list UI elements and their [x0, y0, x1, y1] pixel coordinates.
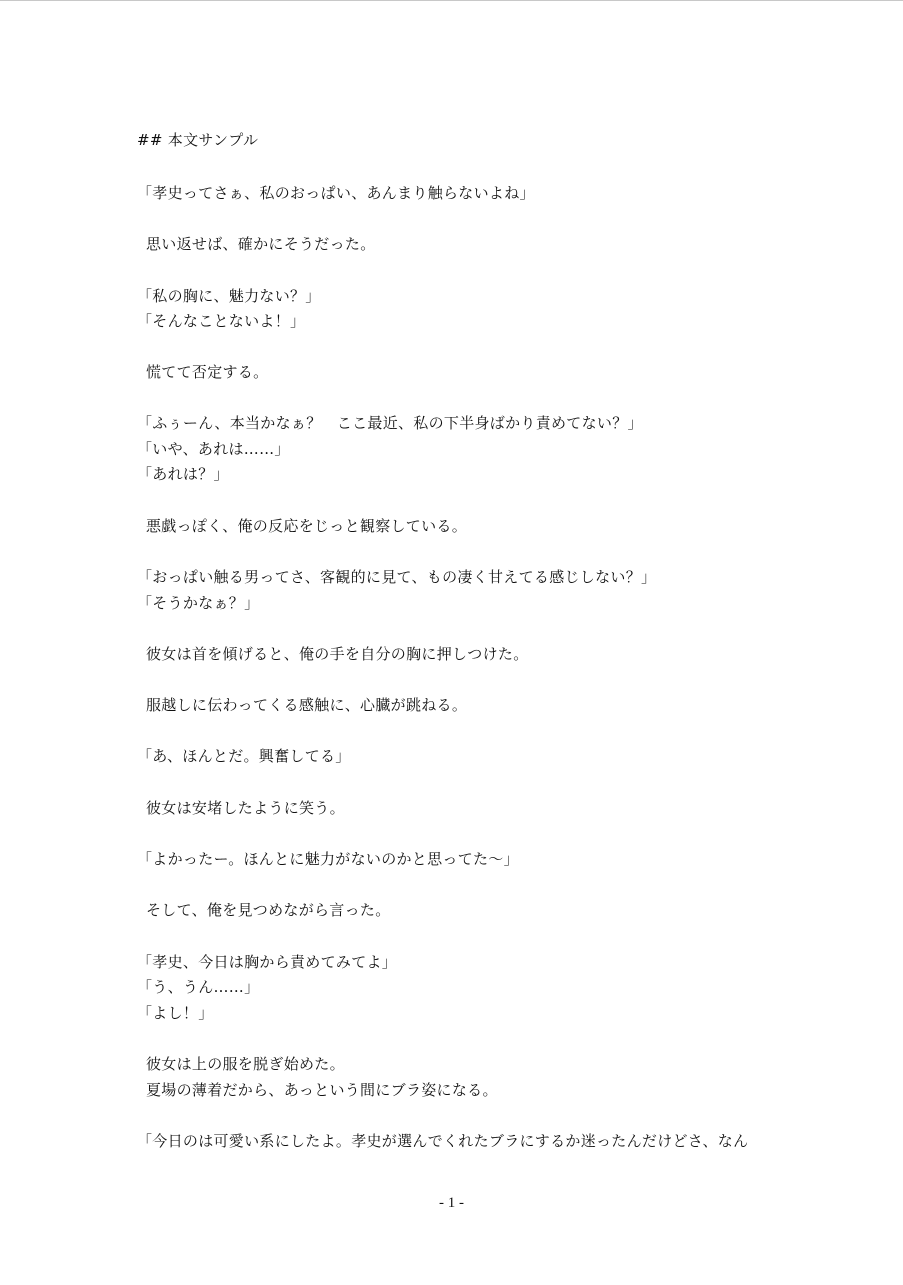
dialogue-line: 「そんなことないよ！」	[137, 312, 306, 330]
dialogue-line: 「孝史ってさぁ、私のおっぱい、あんまり触らないよね」	[137, 184, 535, 202]
narration-line: 思い返せば、確かにそうだった。	[146, 235, 376, 253]
narration-line: 服越しに伝わってくる感触に、心臓が跳ねる。	[146, 696, 468, 714]
narration-line: 彼女は上の服を脱ぎ始めた。	[146, 1055, 345, 1073]
page-number: - 1 -	[439, 1195, 464, 1211]
dialogue-line: 「よし！」	[137, 1004, 214, 1022]
narration-line: 彼女は安堵したように笑う。	[146, 799, 345, 817]
dialogue-line: 「あ、ほんとだ。興奮してる」	[137, 747, 351, 765]
narration-line: 夏場の薄着だから、あっという間にブラ姿になる。	[146, 1081, 498, 1099]
dialogue-line: 「私の胸に、魅力ない？」	[137, 287, 321, 305]
narration-line: そして、俺を見つめながら言った。	[146, 901, 391, 919]
narration-line: 彼女は首を傾げると、俺の手を自分の胸に押しつけた。	[146, 645, 529, 663]
dialogue-line: 「おっぱい触る男ってさ、客観的に見て、もの凄く甘えてる感じしない？」	[137, 568, 657, 586]
narration-line: 悪戯っぽく、俺の反応をじっと観察している。	[146, 517, 468, 535]
dialogue-line: 「そうかなぁ？」	[137, 594, 260, 612]
section-heading: ## 本文サンプル	[137, 131, 259, 149]
dialogue-line: 「今日のは可愛い系にしたよ。孝史が選んでくれたブラにするか迷ったんだけどさ、なん	[137, 1132, 749, 1150]
dialogue-line: 「孝史、今日は胸から責めてみてよ」	[137, 953, 398, 971]
dialogue-line: 「う、うん……」	[137, 978, 260, 996]
dialogue-line: 「あれは？」	[137, 465, 229, 483]
dialogue-line: 「ふぅーん、本当かなぁ？ ここ最近、私の下半身ばかり責めてない？」	[137, 414, 643, 432]
dialogue-line: 「いや、あれは……」	[137, 440, 290, 458]
dialogue-line: 「よかったー。ほんとに魅力がないのかと思ってた～」	[137, 850, 519, 868]
narration-line: 慌てて否定する。	[146, 363, 269, 381]
